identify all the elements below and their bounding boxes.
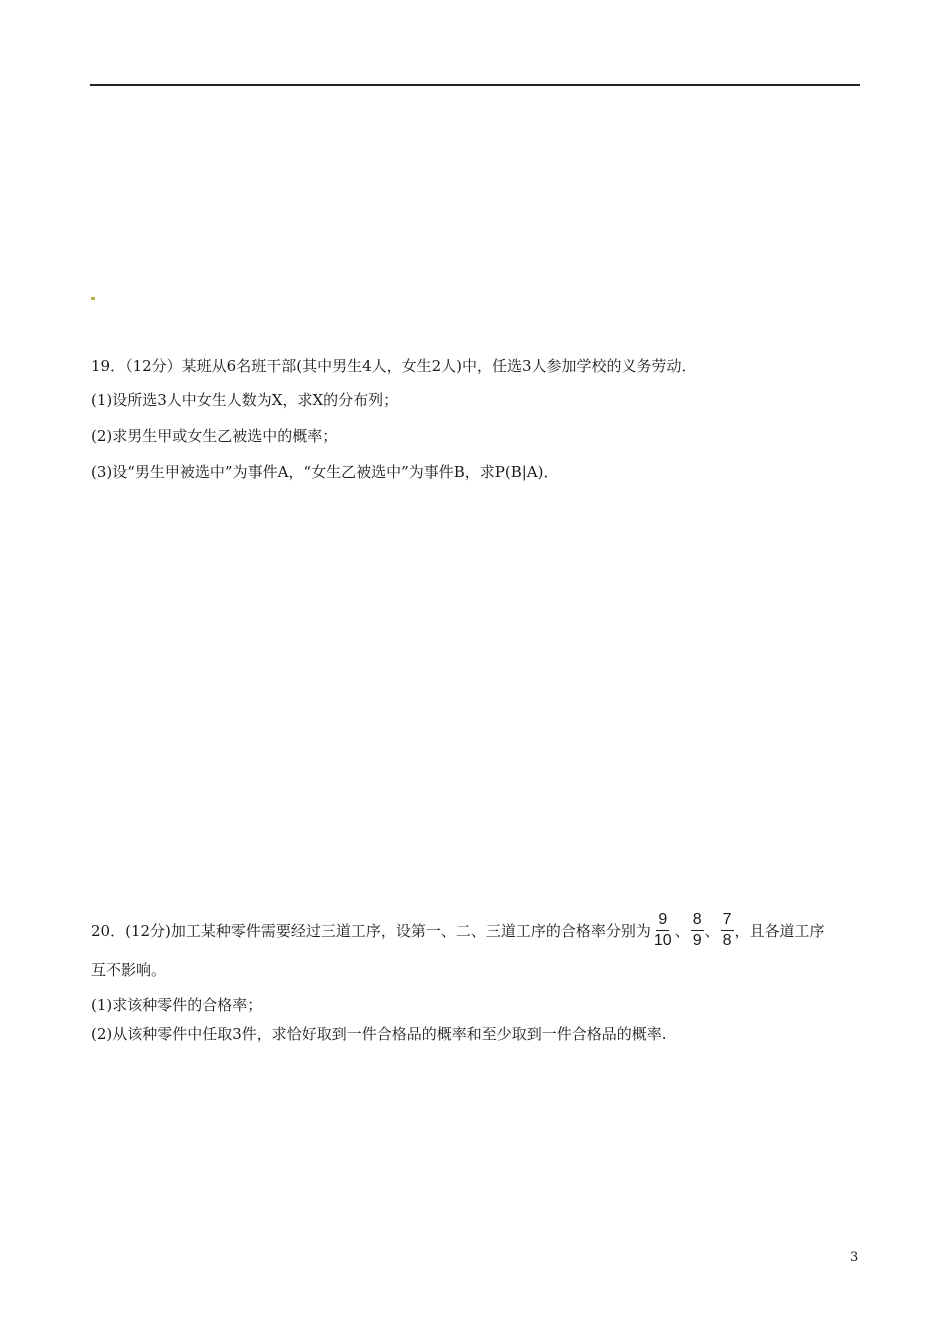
q19-part2: (2)求男生甲或女生乙被选中的概率； [91,427,338,445]
fraction-2-numerator: 8 [691,910,704,931]
q19-stem: 19．（12分）某班从6名班干部(其中男生4人，女生2人)中，任选3人参加学校的义务劳动． [91,357,697,375]
q20-stem-suffix: ，且各道工序 [734,921,825,940]
fraction-2-denominator: 9 [692,931,702,949]
page-number: 3 [850,1250,859,1265]
q20-part1: (1)求该种零件的合格率； [91,996,263,1014]
fraction-1-numerator: 9 [656,910,669,931]
q20-part2: (2)从该种零件中任取3件，求恰好取到一件合格品的概率和至少取到一件合格品的概率. [91,1025,667,1043]
fraction-2 [691,910,704,951]
fraction-1-denominator: 10 [653,931,672,949]
fraction-3 [721,910,734,951]
fraction-3-denominator: 8 [722,931,732,949]
q19-part1: (1)设所选3人中女生人数为X，求X的分布列； [91,391,399,409]
q19-part3: (3)设“男生甲被选中”为事件A，“女生乙被选中”为事件B，求P(B|A)． [91,463,559,481]
fraction-3-numerator: 7 [721,910,734,931]
fraction-separator: 、 [674,921,690,940]
header-rule [90,84,860,86]
fraction-1 [652,910,674,951]
stray-mark [91,297,95,300]
fraction-separator: 、 [704,921,720,940]
q20-stem-line2: 互不影响。 [91,961,167,979]
q20-stem-prefix: 20．(12分)加工某种零件需要经过三道工序，设第一、二、三道工序的合格率分别为 [91,921,651,940]
q20-stem [91,906,825,954]
